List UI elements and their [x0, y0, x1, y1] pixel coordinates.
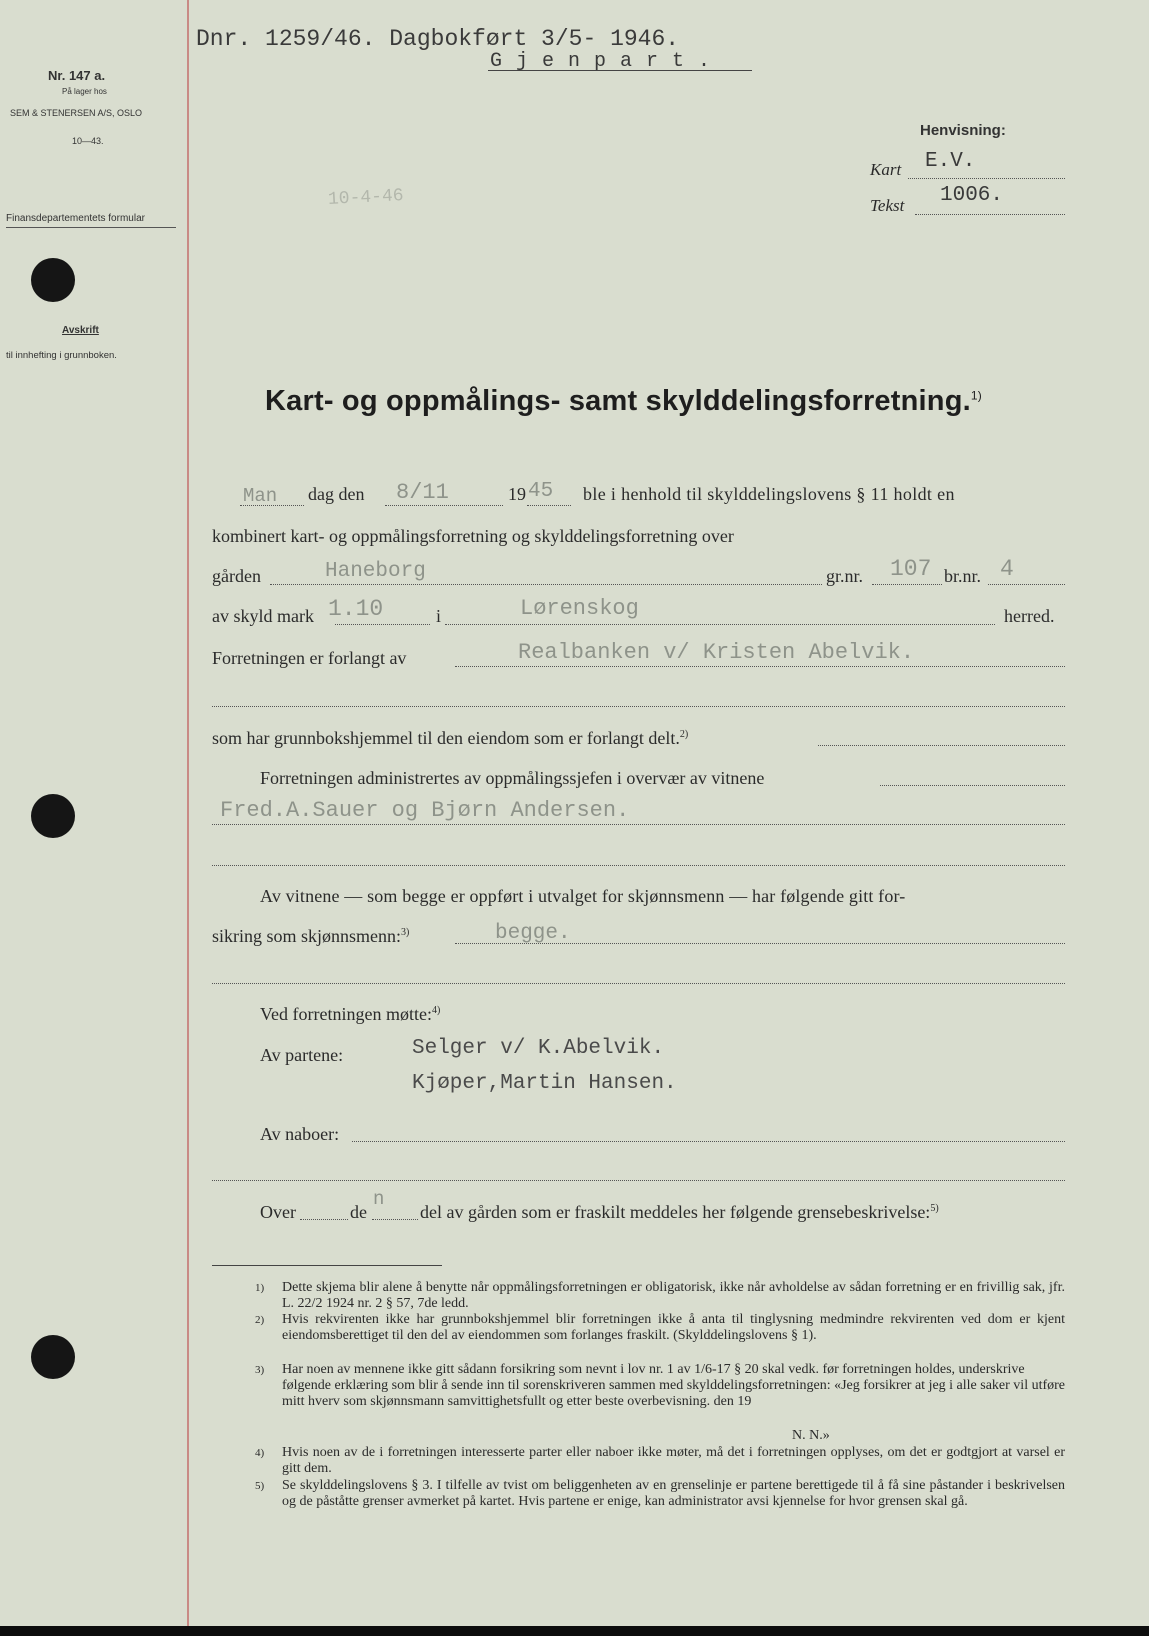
- forlangt-value: Realbanken v/ Kristen Abelvik.: [518, 640, 915, 665]
- grnr-dots: [872, 584, 942, 585]
- ministry-label: Finansdepartementets formular: [6, 213, 145, 224]
- over-dots: [300, 1219, 348, 1220]
- binder-hole: [31, 794, 75, 838]
- kart-dots: [908, 178, 1065, 179]
- copy-underline: [488, 70, 752, 71]
- admin-dots: [880, 785, 1065, 786]
- reference-heading: Henvisning:: [920, 122, 1006, 139]
- brnr-dots: [988, 584, 1065, 585]
- naboer-dots-2: [212, 1180, 1065, 1181]
- mote-note: 4): [431, 1005, 441, 1016]
- vitner-text-2-body: sikring som skjønnsmenn:: [212, 926, 402, 946]
- garden-dots: [270, 584, 822, 585]
- ministry-rule: [6, 227, 176, 228]
- i-label: i: [436, 606, 442, 626]
- day-dots: [240, 505, 304, 506]
- grnr-label: gr.nr.: [826, 566, 864, 586]
- kart-label: Kart: [870, 160, 902, 179]
- footnote-number: 4): [255, 1447, 265, 1459]
- footnote-2: [255, 1312, 1065, 1344]
- over-text-body: del av gården som er fraskilt meddeles her følgende grensebeskrivelse:: [420, 1202, 931, 1222]
- binder-hole: [31, 1335, 75, 1379]
- year-value: 45: [528, 480, 554, 503]
- over-label: Over: [260, 1202, 296, 1222]
- grunnbok-dots: [818, 745, 1065, 746]
- footnote-rule: [212, 1265, 442, 1266]
- grunnbok-text: [212, 728, 688, 749]
- date-dots: [385, 505, 503, 506]
- printer-name: SEM & STENERSEN A/S, OSLO: [10, 108, 143, 118]
- title-text: Kart- og oppmålings- samt skylddelingsforretning.: [265, 385, 971, 417]
- year-dots: [527, 505, 571, 506]
- avskrift-note: til innhefting i grunnboken.: [6, 350, 117, 361]
- garden-label: gården: [212, 566, 261, 586]
- avskrift-label: Avskrift: [62, 325, 99, 336]
- naboer-label: Av naboer:: [260, 1124, 340, 1144]
- skyld-value: 1.10: [328, 596, 384, 622]
- vitner-text-1: Av vitnene — som begge er oppført i utvalget for skjønnsmenn — har følgende gitt for-: [260, 886, 906, 906]
- naboer-dots: [352, 1141, 1065, 1142]
- footnote-1: [255, 1280, 1065, 1312]
- printer-date: 10—43.: [72, 136, 104, 146]
- forlangt-dots-2: [212, 706, 1065, 707]
- year-prefix: 19: [508, 484, 526, 504]
- over-text: [420, 1202, 939, 1223]
- forlangt-label: Forretningen er forlangt av: [212, 648, 407, 668]
- footnote-number: 1): [255, 1282, 265, 1294]
- footnote-5: [255, 1478, 1065, 1510]
- brnr-label: br.nr.: [944, 566, 982, 586]
- margin-rule: [187, 0, 189, 1636]
- admin-text: Forretningen administrertes av oppmålingssjefen i overvær av vitnene: [260, 768, 765, 788]
- footnote-number: 2): [255, 1314, 265, 1326]
- line2-text: kombinert kart- og oppmålingsforretning og skylddelingsforretning over: [212, 526, 734, 546]
- footnote-text: Hvis noen av de i forretningen interesserte parter eller naboer ikke møter, må det i forretningen opplyses, om det er godtgjort at varsel er gitt dem.: [282, 1445, 1065, 1476]
- vitner-dots: [212, 824, 1065, 825]
- grnr-value: 107: [890, 556, 932, 582]
- scan-edge: [0, 1626, 1149, 1636]
- mote-text: [260, 1004, 440, 1025]
- skyld-label: av skyld mark: [212, 606, 314, 626]
- footnote-4: [255, 1445, 1065, 1477]
- skyld-dots: [335, 624, 430, 625]
- grunnbok-text-body: som har grunnbokshjemmel til den eiendom som er forlangt delt.: [212, 728, 680, 748]
- title-note: 1): [970, 388, 982, 403]
- document-title: [265, 385, 982, 418]
- line1-text: ble i henhold til skylddelingslovens § 11 holdt en: [583, 484, 955, 504]
- forlangt-dots: [455, 666, 1065, 667]
- day-value: Man: [243, 485, 278, 507]
- copy-mark: G j e n p a r t .: [490, 50, 712, 73]
- over-dots-2: [372, 1219, 418, 1220]
- footnote-text: Hvis rekvirenten ikke har grunnbokshjemmel blir forretningen ikke å anta til tinglysning medmindre rekvirenten ved dom er kjent eiendomsberettiget til den del av eiendommen som forlanges fraskilt. (Skylddelingslovens § 1).: [282, 1312, 1065, 1343]
- mote-text-body: Ved forretningen møtte:: [260, 1004, 432, 1024]
- garden-value: Haneborg: [325, 560, 426, 583]
- vitner-text-2: [212, 926, 409, 947]
- over-note: 5): [930, 1203, 939, 1214]
- footnote-3: [255, 1362, 1065, 1410]
- skjonn-value: begge.: [495, 922, 571, 945]
- footnote-text: Se skylddelingslovens § 3. I tilfelle av tvist om beliggenheten av en grenselinje er partene berettigede til å få sine påstander i beskrivelsen og de påståtte grenser avmerket på kartet. Hvis partene er enige, kan administrator avsi kjennelse for hvor grensen skal gå.: [282, 1478, 1065, 1509]
- tekst-value: 1006.: [940, 184, 1004, 207]
- printer-line: På lager hos: [62, 87, 107, 96]
- skjonn-dots-2: [212, 983, 1065, 984]
- skjonn-dots: [455, 943, 1065, 944]
- tekst-dots: [915, 214, 1065, 215]
- binder-hole: [31, 258, 75, 302]
- tekst-label: Tekst: [870, 196, 905, 215]
- partene-label: Av partene:: [260, 1045, 344, 1065]
- kart-value: E.V.: [925, 150, 976, 173]
- faint-stamp: 10-4-46: [327, 186, 405, 210]
- over-n: n: [373, 1188, 385, 1210]
- date-value: 8/11: [396, 480, 449, 505]
- footnote-number: 3): [255, 1364, 265, 1376]
- herred-dots: [445, 624, 995, 625]
- herred-label: herred.: [1004, 606, 1055, 626]
- partene-value-2: Kjøper,Martin Hansen.: [412, 1072, 677, 1095]
- diary-number: Dnr. 1259/46. Dagbokført 3/5- 1946.: [196, 26, 680, 52]
- grunnbok-note: 2): [679, 729, 689, 740]
- over-de: de: [350, 1202, 367, 1222]
- footnote-number: 5): [255, 1480, 265, 1492]
- brnr-value: 4: [1000, 556, 1014, 582]
- dag-den-label: dag den: [308, 484, 365, 504]
- vitner-value: Fred.A.Sauer og Bjørn Andersen.: [220, 798, 630, 823]
- footnote-text: Dette skjema blir alene å benytte når oppmålingsforretningen er obligatorisk, ikke når avholdelse av sådan forretning er en frivillig sak, jfr. L. 22/2 1924 nr. 2 § 57, 7de ledd.: [282, 1280, 1065, 1311]
- form-number: Nr. 147 a.: [48, 68, 106, 83]
- vitner-dots-2: [212, 865, 1065, 866]
- vitner-note: 3): [401, 927, 410, 938]
- partene-value-1: Selger v/ K.Abelvik.: [412, 1037, 665, 1060]
- footnote-text: Har noen av mennene ikke gitt sådann forsikring som nevnt i lov nr. 1 av 1/6-17 § 20 skal vedk. før forretningen holdes, underskrive følgende erklæring som blir å sende inn til sorenskriveren sammen med skylddelingsforretningen: «Jeg forsikrer at jeg i alle saker vil utføre mitt hverv som skjønnsmann samvittighetsfullt og etter beste overbevisning. den 19: [282, 1362, 1066, 1409]
- footnote-signature: N. N.»: [792, 1428, 830, 1443]
- herred-value: Lørenskog: [520, 596, 639, 621]
